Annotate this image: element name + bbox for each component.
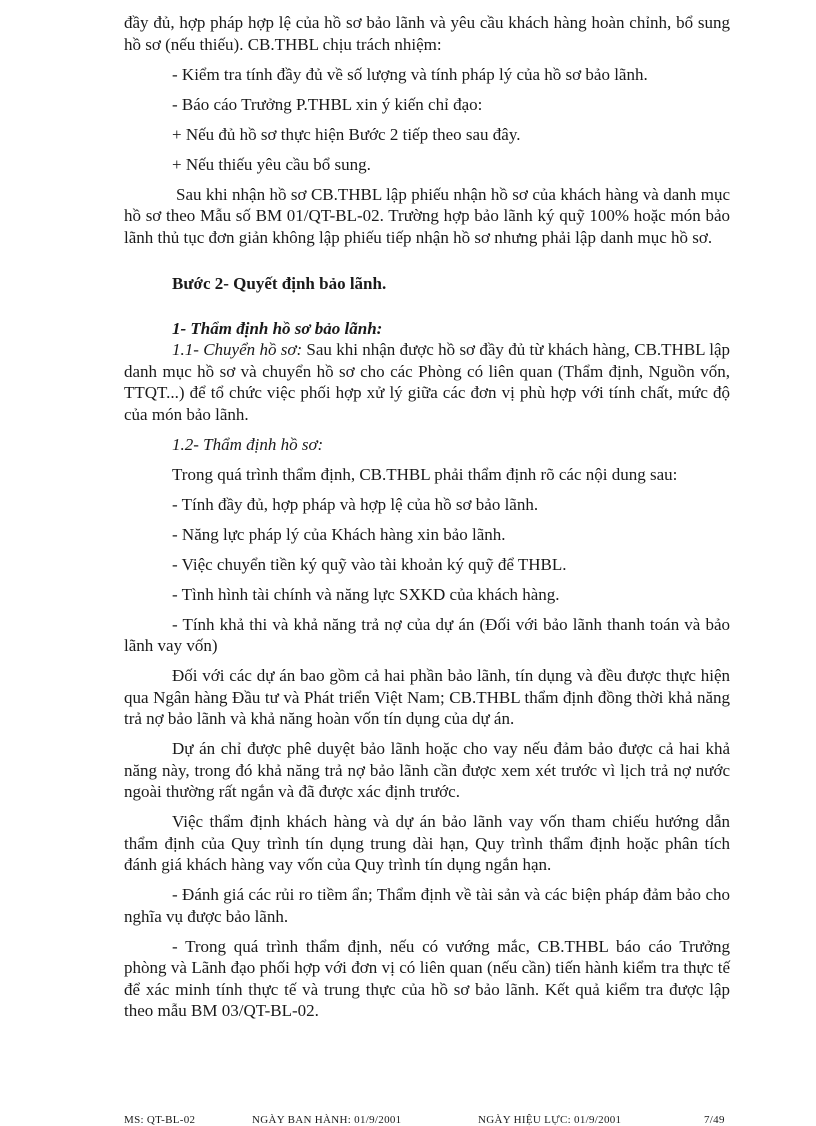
document-page <box>124 12 730 1022</box>
list-item-financial: - Tình hình tài chính và năng lực SXKD của khách hàng. <box>172 584 560 604</box>
footer-page-number: 7/49 <box>704 1114 725 1126</box>
paragraph-approval: Dự án chỉ được phê duyệt bảo lãnh hoặc cho vay nếu đảm bảo được cả hai khả năng này, trong đó khả năng trả nợ bảo lãnh cần được xem xét trước vì lịch trả nợ nước ngoài thường rất ngắn và đã được xác định trước. <box>124 739 730 801</box>
list-item-risks: - Đánh giá các rủi ro tiềm ẩn; Thẩm định về tài sản và các biện pháp đảm bảo cho nghĩa vụ được bảo lãnh. <box>124 885 730 926</box>
footer-issue-date: NGÀY BAN HÀNH: 01/9/2001 <box>252 1114 402 1126</box>
paragraph-receipt: Sau khi nhận hồ sơ CB.THBL lập phiếu nhận hồ sơ của khách hàng và danh mục hồ sơ theo Mẫu số BM 01/QT-BL-02. Trường hợp bảo lãnh ký quỹ 100% hoặc món bảo lãnh thủ tục đơn giản không lập phiếu tiếp nhận hồ sơ nhưng phải lập danh mục hồ sơ. <box>124 184 730 247</box>
paragraph-projects: Đối với các dự án bao gồm cả hai phần bảo lãnh, tín dụng và đều được thực hiện qua Ngân hàng Đầu tư và Phát triển Việt Nam; CB.THBL thẩm định đồng thời khả năng trả nợ bảo lãnh và khả năng hoàn vốn tín dụng của dự án. <box>124 666 730 728</box>
list-item-legal-capacity: - Năng lực pháp lý của Khách hàng xin bảo lãnh. <box>172 524 506 544</box>
heading-appraisal: 1- Thẩm định hồ sơ bảo lãnh: <box>172 318 383 338</box>
paragraph-transfer <box>124 339 730 425</box>
list-item-deposit: - Việc chuyển tiền ký quỹ vào tài khoản ký quỹ để THBL. <box>172 554 567 574</box>
subheading-appraisal: 1.2- Thẩm định hồ sơ: <box>172 434 324 454</box>
list-item-validity: - Tính đầy đủ, hợp pháp và hợp lệ của hồ sơ bảo lãnh. <box>172 494 539 514</box>
list-item-report-head: - Báo cáo Trưởng P.THBL xin ý kiến chỉ đạo: <box>172 94 483 114</box>
paragraph-intro: đầy đủ, hợp pháp hợp lệ của hồ sơ bảo lãnh và yêu cầu khách hàng hoàn chỉnh, bổ sung hồ sơ (nếu thiếu). CB.THBL chịu trách nhiệm: <box>124 13 730 54</box>
footer-effective-date: NGÀY HIỆU LỰC: 01/9/2001 <box>478 1114 622 1126</box>
label-transfer: 1.1- Chuyển hồ sơ: <box>172 340 303 359</box>
heading-step-2: Bước 2- Quyết định bảo lãnh. <box>172 274 387 293</box>
footer-code: MS: QT-BL-02 <box>124 1114 196 1126</box>
list-item-check-completeness: - Kiểm tra tính đầy đủ về số lượng và tính pháp lý của hồ sơ bảo lãnh. <box>172 64 648 84</box>
list-item-if-missing: + Nếu thiếu yêu cầu bổ sung. <box>172 154 371 174</box>
paragraph-reference: Việc thẩm định khách hàng và dự án bảo lãnh vay vốn tham chiếu hướng dẫn thẩm định của Quy trình tín dụng trung dài hạn, Quy trình thẩm định hoặc phân tích đánh giá khách hàng vay vốn của Quy trình tín dụng ngắn hạn. <box>124 812 730 874</box>
text-transfer: Sau khi nhận được hồ sơ đầy đủ từ khách hàng, CB.THBL lập danh mục hồ sơ và chuyển hồ sơ cho các Phòng có liên quan (Thẩm định, Nguồn vốn, TTQT...) để tổ chức việc phối hợp xử lý giữa các đơn vị phù hợp với tính chất, mức độ của món bảo lãnh. <box>124 340 730 424</box>
list-item-if-complete: + Nếu đủ hồ sơ thực hiện Bước 2 tiếp theo sau đây. <box>172 124 521 144</box>
list-item-issues: - Trong quá trình thẩm định, nếu có vướng mắc, CB.THBL báo cáo Trưởng phòng và Lãnh đạo phối hợp với đơn vị có liên quan (nếu cần) tiến hành kiểm tra thực tế để xác minh tính thực tế và trung thực của hồ sơ bảo lãnh. Kết quả kiểm tra được lập theo mẫu BM 03/QT-BL-02. <box>124 936 730 1020</box>
list-item-feasibility: - Tính khả thi và khả năng trả nợ của dự án (Đối với bảo lãnh thanh toán và bảo lãnh vay vốn) <box>124 614 730 655</box>
paragraph-appraisal-intro: Trong quá trình thẩm định, CB.THBL phải thẩm định rõ các nội dung sau: <box>172 464 678 484</box>
